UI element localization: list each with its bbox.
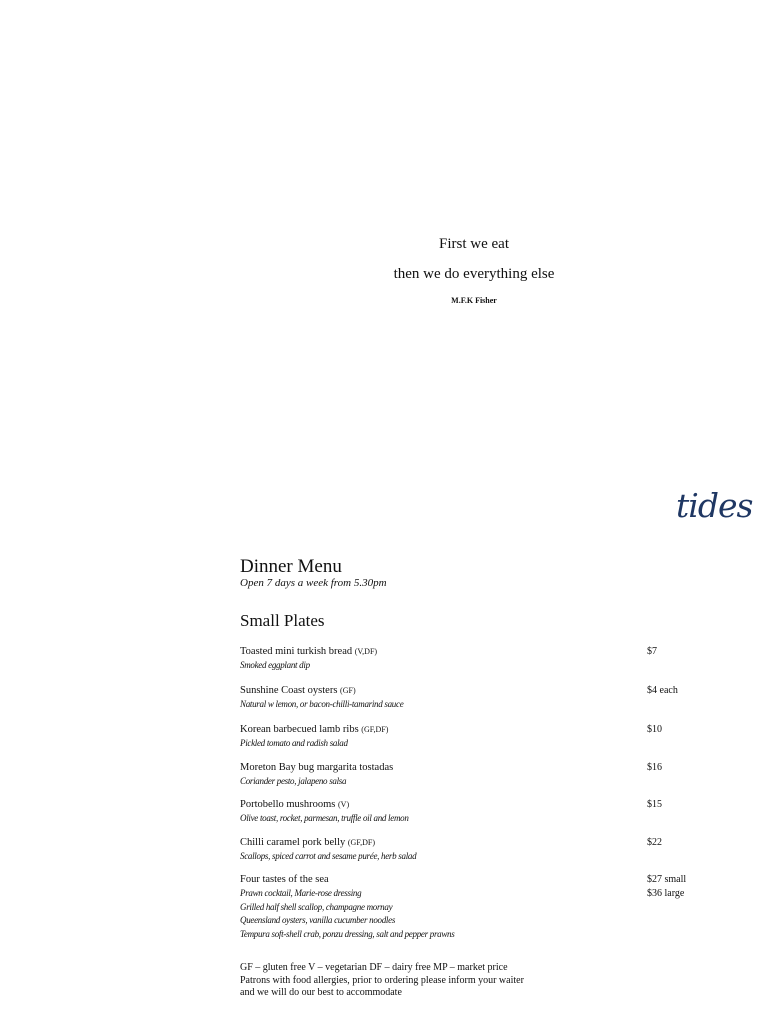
- menu-item-price-line: $10: [647, 724, 662, 735]
- menu-item-description: Coriander pesto, jalapeno salsa: [240, 776, 347, 786]
- menu-item-price: [647, 798, 662, 812]
- menu-item-price: [647, 836, 662, 850]
- menu-item-name: [240, 873, 700, 887]
- menu-item-price-line: $22: [647, 837, 662, 848]
- menu-item-name-text: Moreton Bay bug margarita tostadas: [240, 762, 394, 773]
- menu-hours: Open 7 days a week from 5.30pm: [240, 577, 387, 589]
- menu-item-name: [240, 723, 700, 737]
- menu-item-name: [240, 798, 700, 812]
- menu-item: [240, 761, 700, 789]
- menu-item-tags: (V,DF): [354, 647, 378, 656]
- menu-item-price-line: $15: [647, 799, 662, 810]
- menu-item-price: [647, 873, 686, 901]
- menu-item-price-line: $7: [647, 646, 657, 657]
- section-heading: Small Plates: [240, 611, 325, 630]
- menu-item: [240, 798, 700, 826]
- menu-item: [240, 723, 700, 751]
- legend-line-3: and we will do our best to accommodate: [240, 987, 402, 998]
- quote-author: M.F.K Fisher: [451, 296, 497, 305]
- menu-item-price-line: $27 small: [647, 874, 687, 885]
- quote-line-2: then we do everything else: [393, 266, 555, 282]
- menu-item: [240, 684, 700, 712]
- menu-item-description: Queensland oysters, vanilla cucumber noodles: [240, 915, 396, 925]
- menu-title: Dinner Menu: [240, 556, 342, 577]
- legend-line-1: GF – gluten free V – vegetarian DF – dairy free MP – market price: [240, 962, 508, 973]
- menu-item-name-text: Sunshine Coast oysters: [240, 685, 338, 696]
- legend: [240, 962, 524, 1000]
- menu-item-tags: (GF,DF): [347, 838, 376, 847]
- menu-item-description: Pickled tomato and radish salad: [240, 738, 348, 748]
- menu-item-description: Scallops, spiced carrot and sesame purée, herb salad: [240, 851, 417, 861]
- menu-item-name-text: Portobello mushrooms: [240, 799, 336, 810]
- menu-item-name-text: Four tastes of the sea: [240, 874, 329, 885]
- menu-item-name: [240, 645, 700, 659]
- menu-item-name: [240, 684, 700, 698]
- menu-item-price-line: $16: [647, 762, 662, 773]
- menu-item-price: [647, 684, 678, 698]
- menu-item: [240, 645, 700, 673]
- menu-item: [240, 836, 700, 864]
- menu-item-price-line: $4 each: [647, 685, 678, 696]
- menu-item-tags: (V): [338, 800, 350, 809]
- menu-item-description: Smoked eggplant dip: [240, 660, 310, 670]
- quote-line-1: First we eat: [439, 236, 509, 252]
- menu-item: [240, 873, 700, 941]
- menu-item-description: Natural w lemon, or bacon-chilli-tamarind sauce: [240, 699, 404, 709]
- menu-item-description: Grilled half shell scallop, champagne mornay: [240, 901, 393, 912]
- menu-item-description: Prawn cocktail, Marie-rose dressing: [240, 888, 362, 898]
- menu-item-tags: (GF): [340, 686, 356, 695]
- menu-item-description: Tempura soft-shell crab, ponzu dressing, salt and pepper prawns: [240, 928, 455, 939]
- menu-item-name: [240, 836, 700, 850]
- menu-item-price: [647, 761, 662, 775]
- tides-logo: tides: [676, 486, 753, 525]
- menu-item-tags: (GF,DF): [361, 725, 389, 734]
- menu-item-price: [647, 645, 657, 659]
- menu-item-name-text: Chilli caramel pork belly: [240, 837, 346, 848]
- menu-item-description: Olive toast, rocket, parmesan, truffle oil and lemon: [240, 813, 409, 823]
- menu-item-price-line: $36 large: [647, 888, 685, 899]
- menu-item-name-text: Toasted mini turkish bread: [240, 646, 353, 657]
- menu-item-name: [240, 761, 700, 775]
- menu-item-price: [647, 723, 662, 737]
- menu-item-name-text: Korean barbecued lamb ribs: [240, 724, 359, 735]
- legend-line-2: Patrons with food allergies, prior to ordering please inform your waiter: [240, 974, 524, 986]
